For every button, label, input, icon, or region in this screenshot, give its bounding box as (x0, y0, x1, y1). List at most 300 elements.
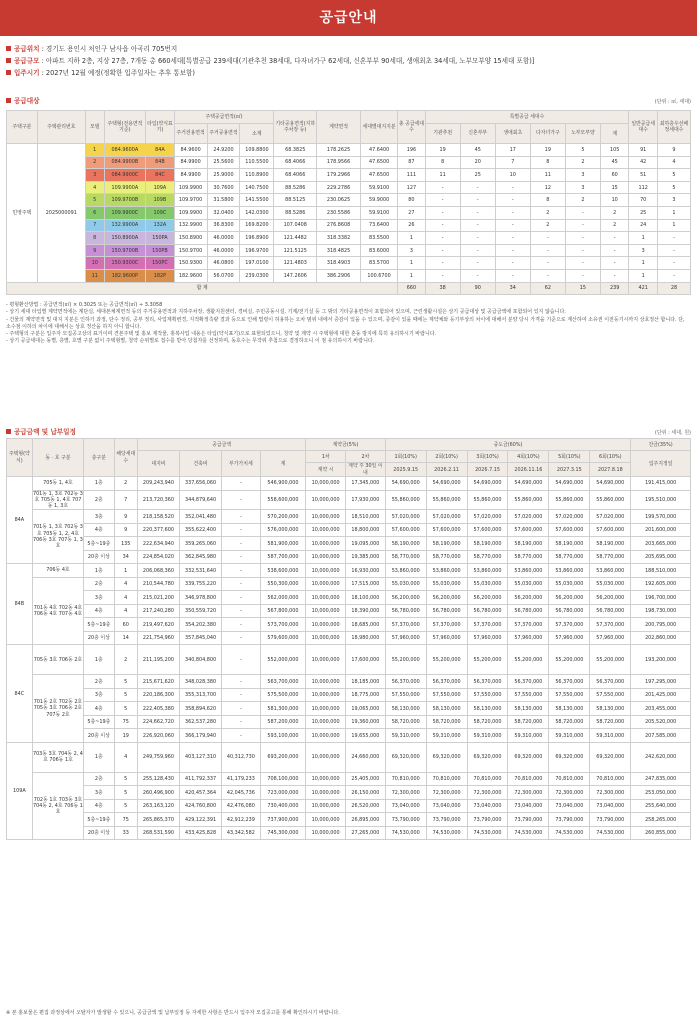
table-cell: 110.5500 (240, 156, 274, 169)
table-cell: 265,865,370 (137, 813, 179, 827)
table-cell: 57,600,000 (385, 523, 426, 537)
table-cell: 10,000,000 (306, 577, 346, 591)
table-cell: 46.0000 (207, 232, 240, 245)
table-cell: - (495, 206, 530, 219)
table-cell: 58,720,000 (590, 715, 631, 729)
table-cell: - (530, 257, 565, 270)
table-cell: 58,130,000 (385, 702, 426, 716)
th-code: 주택관리번호 (37, 111, 85, 144)
table-cell: 36.8300 (207, 219, 240, 232)
table-cell: - (222, 729, 261, 743)
table-cell: - (222, 537, 261, 551)
bullet-icon (6, 46, 11, 51)
table-cell: 30.7600 (207, 181, 240, 194)
table-cell: 354,202,380 (180, 618, 222, 632)
table-cell: 10,000,000 (306, 813, 346, 827)
th-movein-date: 입주지정일 (631, 451, 691, 477)
table-cell: 55,860,000 (426, 490, 467, 510)
table-cell: 224,854,020 (137, 550, 179, 564)
table-cell: 226,920,060 (137, 729, 179, 743)
th-vat: 부가가치세 (222, 451, 261, 477)
table-cell: 260,496,900 (137, 786, 179, 800)
table-cell: 1층 (84, 477, 114, 491)
table-cell: 11 (85, 269, 104, 282)
total-cell: 660 (398, 282, 425, 295)
table-cell: 229.2786 (317, 181, 361, 194)
table-cell: - (460, 269, 495, 282)
table-cell: 60 (114, 618, 137, 632)
table-cell: 562,000,000 (260, 591, 306, 605)
table-cell: 10,000,000 (306, 688, 346, 702)
th-general: 일반공급세대수 (629, 111, 657, 144)
table-row (7, 510, 691, 524)
table-cell: 57,370,000 (426, 618, 467, 632)
table-cell: 362,537,280 (180, 715, 222, 729)
table-cell: 239.0300 (240, 269, 274, 282)
th-units: 해당세대수 (114, 439, 137, 477)
table-cell: - (460, 232, 495, 245)
th-type-short: 타입(약식표기) (146, 111, 174, 144)
total-cell: 15 (565, 282, 600, 295)
table-cell: 7 (495, 156, 530, 169)
th-m6: 6회(10%) (590, 451, 631, 463)
table-cell: 58,130,000 (590, 702, 631, 716)
house-code-cell: 2025000091 (37, 144, 85, 283)
table-cell: - (222, 564, 261, 578)
table-cell: 10,000,000 (306, 799, 346, 813)
table-cell: 70 (629, 194, 657, 207)
table-cell: - (460, 206, 495, 219)
th-d5: 2027.3.15 (549, 463, 590, 477)
table-row (7, 257, 691, 270)
dong-cell: 701동 1, 3호 702동 3호 705동 1, 2, 4호 706동 3호 707동 1, 3호 (32, 510, 83, 564)
table-cell: - (222, 702, 261, 716)
th-model: 모델 (85, 111, 104, 144)
table-cell: 72,300,000 (467, 786, 508, 800)
table-cell: 73,040,000 (467, 799, 508, 813)
scale-label: 공급규모 (14, 57, 40, 65)
scale-row (6, 55, 691, 67)
table-cell: 5 (85, 194, 104, 207)
th-m3: 3회(10%) (467, 451, 508, 463)
table-cell: - (600, 244, 629, 257)
th-c2-sub: 계약 후 30일 이내 (346, 463, 386, 477)
table-cell: 206,068,360 (137, 564, 179, 578)
table-cell: 73,790,000 (549, 813, 590, 827)
table-row (7, 269, 691, 282)
note-item: - 상기 세대 타입별 계약면적에는 계단실, 세대본체계면적 등의 주거공용면적과 지하주차장, 생활지원센터, 경비실, 주민공동시설, 기계/전기실 등 그 밖의 기타공용면적이 포함되어 있으며, 근린생활시설은 상기 공급대상 및 공급금액에 포함되어 있지 않습니다. (6, 309, 566, 316)
table-cell: 18,100,000 (346, 591, 386, 605)
table-cell: 57,020,000 (508, 510, 549, 524)
table-cell: 55,860,000 (508, 490, 549, 510)
table-cell: 56,200,000 (467, 591, 508, 605)
bullet-icon (6, 429, 11, 434)
table-cell: 587,700,000 (260, 550, 306, 564)
table-cell: 121.5125 (274, 244, 317, 257)
table-cell: 111 (398, 169, 425, 182)
table-cell: 140.7500 (240, 181, 274, 194)
table-cell: 84C (146, 169, 174, 182)
table-cell: 084.9900B (104, 156, 146, 169)
table-cell: 218,158,520 (137, 510, 179, 524)
table-cell: 47.6500 (360, 156, 397, 169)
table-cell: 55,860,000 (549, 490, 590, 510)
table-cell: 209,243,940 (137, 477, 179, 491)
table-cell: 563,700,000 (260, 675, 306, 689)
table-cell: 53,860,000 (385, 564, 426, 578)
table-cell: 70,810,000 (467, 772, 508, 786)
table-cell: 26,520,000 (346, 799, 386, 813)
table-cell: 221,754,960 (137, 631, 179, 645)
table-cell: 196 (398, 144, 425, 157)
table-cell: 182P (146, 269, 174, 282)
table-cell: 51 (629, 169, 657, 182)
table-cell: 57,370,000 (467, 618, 508, 632)
table-cell: 84.9900 (174, 169, 207, 182)
table-cell: 205,695,000 (631, 550, 691, 564)
table-cell: 2층 (84, 490, 114, 510)
table-cell: 147.2606 (274, 269, 317, 282)
table-cell: 58,190,000 (549, 537, 590, 551)
table-cell: 5 (657, 169, 690, 182)
th-dong: 동 · 호 구분 (32, 439, 83, 477)
table-cell: 83.6000 (360, 244, 397, 257)
dong-cell: 701동 4호 702동 4호 706동 4호 707동 4호 (32, 577, 83, 645)
table-cell: 20 (460, 156, 495, 169)
th-special: 특별공급 세대수 (425, 111, 629, 124)
table-row (7, 742, 691, 772)
table-cell: 19,655,000 (346, 729, 386, 743)
table-cell: 47.6400 (360, 144, 397, 157)
table-cell: 196.9700 (240, 244, 274, 257)
table-row (7, 813, 691, 827)
table-cell: - (565, 206, 600, 219)
table-cell: 73,040,000 (385, 799, 426, 813)
note-item: - 상기 공급세대는 동별, 층별, 호별 구분 없이 주택형별, 청약 순위별로 접수를 받아 당첨자를 선정하며, 동호수는 무작위 추첨으로 결정하오니 이 점 유의하시기 바랍니다. (6, 338, 375, 345)
total-cell: 239 (600, 282, 629, 295)
table-cell: 201,425,000 (631, 688, 691, 702)
table-row (7, 550, 691, 564)
table-cell: 56,780,000 (385, 604, 426, 618)
table-cell: - (565, 257, 600, 270)
table-cell: - (460, 181, 495, 194)
dong-cell: 706동 4호 (32, 564, 83, 578)
table-cell: 11 (530, 169, 565, 182)
table-cell: 10,000,000 (306, 490, 346, 510)
table-cell: 558,600,000 (260, 490, 306, 510)
table-cell: 337,656,060 (180, 477, 222, 491)
table-cell: 10,000,000 (306, 564, 346, 578)
table-cell: 73,040,000 (590, 799, 631, 813)
table-cell: 24.9200 (207, 144, 240, 157)
table-cell: 73,790,000 (467, 813, 508, 827)
table-cell: 57,600,000 (590, 523, 631, 537)
table-cell: 55,030,000 (385, 577, 426, 591)
table-cell: 1 (114, 564, 137, 578)
dong-cell: 703동 3호 704동 2, 4호 706동 1호 (32, 742, 83, 772)
table-cell: 57,960,000 (385, 631, 426, 645)
scale-value: : 아파트 지하 2층, 지상 27층, 7개동 총 660세대[특별공급 239세대(기관추천 38세대, 다자녀가구 62세대, 신혼부부 90세대, 생애최초 34세대, 노부모부양 15세대 포함)] (39, 57, 535, 65)
th-building-cost: 건축비 (180, 451, 222, 477)
total-cell: 90 (460, 282, 495, 295)
table-cell: 10,000,000 (306, 645, 346, 675)
table-cell: 8 (530, 194, 565, 207)
table-cell: 17,930,000 (346, 490, 386, 510)
table-cell: 56.0700 (207, 269, 240, 282)
table-cell: 693,200,000 (260, 742, 306, 772)
table-cell: - (565, 269, 600, 282)
table-cell: 10,000,000 (306, 537, 346, 551)
table-cell: 179.2966 (317, 169, 361, 182)
table-cell: - (565, 219, 600, 232)
th-org: 기관추천 (425, 124, 460, 144)
table-cell: 55,860,000 (590, 490, 631, 510)
table-cell: 73,040,000 (549, 799, 590, 813)
supply-target-table (6, 110, 691, 295)
table-cell: - (657, 269, 690, 282)
table-cell: 70,810,000 (508, 772, 549, 786)
table-row (7, 826, 691, 840)
table-cell: - (600, 269, 629, 282)
table-cell: 1 (629, 232, 657, 245)
table-cell: 084.9900C (104, 169, 146, 182)
table-cell: - (222, 645, 261, 675)
table-row (7, 537, 691, 551)
table-cell: 255,128,430 (137, 772, 179, 786)
table-cell: 7 (114, 490, 137, 510)
table-cell: 53,860,000 (467, 564, 508, 578)
table-cell: 59,310,000 (467, 729, 508, 743)
table-cell: - (222, 591, 261, 605)
location-row (6, 43, 691, 55)
table-cell: 263,163,120 (137, 799, 179, 813)
th-m2: 2회(10%) (426, 451, 467, 463)
table-cell: 18,685,000 (346, 618, 386, 632)
table-cell: 68.4066 (274, 169, 317, 182)
table-cell: 318.3382 (317, 232, 361, 245)
th-c1: 1차 (306, 451, 346, 463)
table-cell: 109B (146, 194, 174, 207)
table-cell: 68.3825 (274, 144, 317, 157)
table-cell: 2층 (84, 577, 114, 591)
table-cell: 58,190,000 (467, 537, 508, 551)
table-cell: 1 (398, 232, 425, 245)
table-cell: 27 (398, 206, 425, 219)
table-cell: 1 (629, 269, 657, 282)
table-cell: 3층 (84, 786, 114, 800)
table-cell: 10,000,000 (306, 618, 346, 632)
table-cell: 100.6700 (360, 269, 397, 282)
note-item: - 평형환산방법 : 공급면적(㎡) × 0.3025 또는 공급면적(㎡) ÷ 3.3058 (6, 302, 163, 308)
table-cell: 5 (114, 675, 137, 689)
table-cell: - (495, 219, 530, 232)
table-cell: 26,150,000 (346, 786, 386, 800)
table-cell: 9 (85, 244, 104, 257)
table-cell: 58,770,000 (426, 550, 467, 564)
table-cell: 57,370,000 (549, 618, 590, 632)
table-cell: 593,100,000 (260, 729, 306, 743)
table-cell: 2 (600, 206, 629, 219)
table-cell: - (495, 194, 530, 207)
th-price: 공급금액 (137, 439, 305, 451)
table-cell: 59.9100 (360, 181, 397, 194)
table-cell: 197.0100 (240, 257, 274, 270)
table-cell: 73,040,000 (508, 799, 549, 813)
table-cell: 10,000,000 (306, 729, 346, 743)
table-cell: 150PC (146, 257, 174, 270)
table-cell: 4층 (84, 702, 114, 716)
th-c1-sub: 계약 시 (306, 463, 346, 477)
table-row (7, 675, 691, 689)
table-cell: - (222, 577, 261, 591)
table-cell: 83.5500 (360, 232, 397, 245)
table-cell: 150.8900A (104, 232, 146, 245)
table-cell: 55,200,000 (467, 645, 508, 675)
table-cell: 12 (530, 181, 565, 194)
th-d4: 2026.11.16 (508, 463, 549, 477)
th-multi: 다자녀가구 (530, 124, 565, 144)
movein-row (6, 67, 691, 79)
table-cell: 224,662,720 (137, 715, 179, 729)
table-cell: 201,600,000 (631, 523, 691, 537)
dong-cell: 705동 3호 706동 2호 (32, 645, 83, 675)
table-cell: 72,300,000 (385, 786, 426, 800)
th-newly: 신혼부부 (460, 124, 495, 144)
table-cell: 55,200,000 (426, 645, 467, 675)
table-cell: 215,021,200 (137, 591, 179, 605)
table-cell: 56,780,000 (467, 604, 508, 618)
table-cell: 58,720,000 (467, 715, 508, 729)
table-cell: 9 (114, 510, 137, 524)
table-cell: 109.9700 (174, 194, 207, 207)
table-cell: 352,041,480 (180, 510, 222, 524)
table-cell: 42,476,080 (222, 799, 261, 813)
table-cell: 10,000,000 (306, 604, 346, 618)
table-cell: 58,770,000 (549, 550, 590, 564)
table-cell: 150PB (146, 244, 174, 257)
table-cell: 132.9900A (104, 219, 146, 232)
table-cell: 18,775,000 (346, 688, 386, 702)
table-cell: 730,400,000 (260, 799, 306, 813)
table-row (7, 591, 691, 605)
table-cell: 10,000,000 (306, 742, 346, 772)
table-cell: 230.5586 (317, 206, 361, 219)
table-cell: 55,200,000 (508, 645, 549, 675)
table-cell: 182.9600 (174, 269, 207, 282)
table-cell: 55,200,000 (385, 645, 426, 675)
table-cell: 59.9100 (360, 206, 397, 219)
table-cell: 17,515,000 (346, 577, 386, 591)
table-cell: - (222, 631, 261, 645)
table-cell: - (222, 618, 261, 632)
table-cell: 197,295,000 (631, 675, 691, 689)
table-row (7, 688, 691, 702)
table-cell: 107.0408 (274, 219, 317, 232)
table-cell: 195,510,000 (631, 490, 691, 510)
table-row (7, 604, 691, 618)
table-cell: 74,530,000 (385, 826, 426, 840)
th-land-share: 세대별대지지분 (360, 111, 397, 144)
table-cell: - (460, 219, 495, 232)
table-cell: 54,690,000 (549, 477, 590, 491)
table-cell: 56,370,000 (549, 675, 590, 689)
table-cell: 58,190,000 (385, 537, 426, 551)
table-cell: 18,390,000 (346, 604, 386, 618)
table-cell: - (425, 219, 460, 232)
table-cell: 19,095,000 (346, 537, 386, 551)
table-cell: 55,030,000 (549, 577, 590, 591)
th-total-supply: 총 공급세대수 (398, 111, 425, 144)
table-cell: 57,960,000 (467, 631, 508, 645)
table-cell: 20층 이상 (84, 729, 114, 743)
table-cell: 4 (657, 156, 690, 169)
table-cell: 3층 (84, 688, 114, 702)
th-type-short: 주택형(약식) (7, 439, 33, 477)
table-cell: 72,300,000 (549, 786, 590, 800)
table-row (7, 715, 691, 729)
table-cell: 55,030,000 (467, 577, 508, 591)
table-cell: 19,385,000 (346, 550, 386, 564)
table-cell: 73,790,000 (508, 813, 549, 827)
table-cell: 55,030,000 (426, 577, 467, 591)
table-cell: 132A (146, 219, 174, 232)
table-cell: - (222, 550, 261, 564)
table-cell: 1층 (84, 742, 114, 772)
unit-label: (단위 : ㎡, 세대) (654, 99, 691, 105)
table-cell: 211,195,200 (137, 645, 179, 675)
table-cell: 25.9000 (207, 169, 240, 182)
th-contract: 계약금(5%) (306, 439, 385, 451)
table-cell: - (425, 257, 460, 270)
table-cell: - (222, 688, 261, 702)
table-cell: 5 (114, 799, 137, 813)
th-sum: 계 (600, 124, 629, 144)
table-cell: 27,265,000 (346, 826, 386, 840)
table-cell: 57,370,000 (590, 618, 631, 632)
table-cell: - (495, 232, 530, 245)
total-cell: 38 (425, 282, 460, 295)
table-cell: 25.5600 (207, 156, 240, 169)
table-cell: 58,190,000 (508, 537, 549, 551)
table-row (7, 799, 691, 813)
table-cell: 19 (425, 144, 460, 157)
dong-cell: 705동 1, 4호 (32, 477, 83, 491)
table-cell: 359,265,060 (180, 537, 222, 551)
table-cell: - (657, 232, 690, 245)
table-cell: 69,320,000 (508, 742, 549, 772)
table-cell: 19,065,000 (346, 702, 386, 716)
table-cell: 17,600,000 (346, 645, 386, 675)
table-cell: 14 (114, 631, 137, 645)
total-label: 합 계 (7, 282, 398, 295)
table-cell: 357,845,040 (180, 631, 222, 645)
table-cell: 420,457,364 (180, 786, 222, 800)
movein-value: : 2027년 12월 예정(정확한 입주일자는 추후 통보함) (39, 69, 195, 77)
table-cell: 2층 (84, 772, 114, 786)
table-cell: 58,190,000 (426, 537, 467, 551)
table-cell: 192,605,000 (631, 577, 691, 591)
table-cell: 182.9600P (104, 269, 146, 282)
table-cell: 1 (657, 219, 690, 232)
table-cell: 57,020,000 (467, 510, 508, 524)
table-cell: 318.4903 (317, 257, 361, 270)
table-cell: 132.9900 (174, 219, 207, 232)
bullet-icon (6, 58, 11, 63)
table-cell: 54,690,000 (467, 477, 508, 491)
table-cell: 72,300,000 (590, 786, 631, 800)
table-cell: 230.0625 (317, 194, 361, 207)
table-cell: 198,730,000 (631, 604, 691, 618)
